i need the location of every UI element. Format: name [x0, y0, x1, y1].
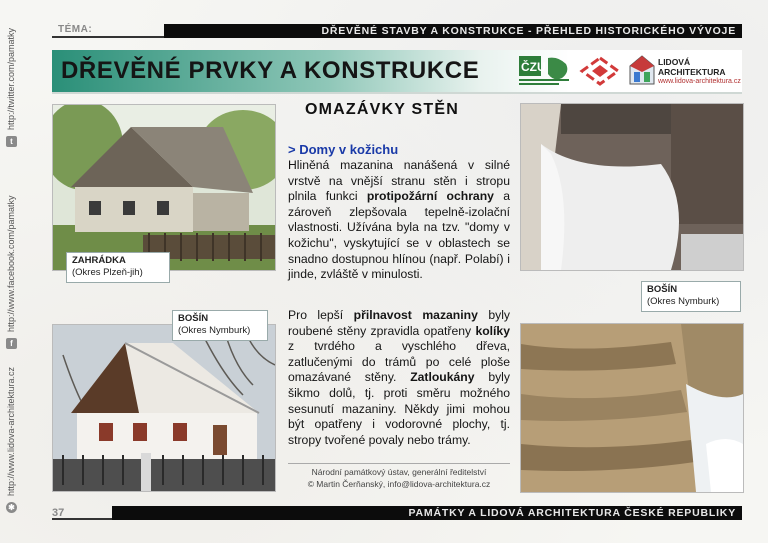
caption-bosin-2 — [641, 281, 741, 312]
text-run: byly roubené stěny zpravidla opatřeny — [288, 308, 511, 338]
photo-bosin-house — [52, 324, 276, 492]
paragraph-2 — [288, 308, 510, 448]
text-run: Hliněná mazanina nanášená v silné vrstvě na vnější stranu stěn i stropu plnila funkci — [288, 158, 510, 204]
page-title: DŘEVĚNÉ PRVKY A KONSTRUKCE — [61, 57, 480, 84]
web-link[interactable]: http://www.lidova-architektura.cz — [6, 366, 16, 496]
caption-place: ZAHRÁDKA — [72, 255, 126, 266]
red-diamond-logo[interactable] — [578, 56, 622, 86]
photo-clay-wall — [520, 323, 744, 493]
theme-bar — [52, 24, 742, 38]
credits — [288, 463, 510, 490]
twitter-icon[interactable]: t — [6, 136, 17, 147]
footer-bar — [112, 506, 742, 520]
caption-bosin-1 — [172, 310, 268, 341]
footer-text: PAMÁTKY A LIDOVÁ ARCHITEKTURA ČESKÉ REPUBLIKY — [408, 507, 736, 519]
caption-place: BOŠÍN — [178, 313, 209, 324]
text-run: z tvrdého a vyschlého dřeva, zatlučenými do trámů po celé ploše omazávané stěny. — [288, 339, 510, 385]
photo-zahradka-house — [52, 104, 276, 271]
social-side-strip — [0, 27, 22, 520]
web-icon[interactable]: ✱ — [6, 502, 17, 513]
lidova-logo-line2: ARCHITEKTURA — [658, 67, 726, 77]
tema-label: TÉMA: — [58, 24, 93, 35]
subhead-domy-v-kozichu: > Domy v kožichu — [288, 142, 399, 157]
svg-text:ČZU: ČZU — [521, 60, 546, 74]
lidova-architektura-logo[interactable] — [628, 54, 768, 88]
theme-bar-tab — [52, 36, 164, 38]
bold-run: kolíky — [475, 323, 510, 338]
caption-district: (Okres Nymburk) — [178, 325, 251, 336]
section-title: OMAZÁVKY STĚN — [305, 101, 459, 118]
text-run: a zároveň zlepšovala tepelně-izolační vlastnosti. Užívána byla na tzv. "domy v kožichu", vyskytující se v oblastech se snadno dostupnou hlínou (např. Polabí) i jinde, zvláště v minulosti. — [288, 189, 510, 282]
caption-zahradka — [66, 252, 170, 283]
twitter-link[interactable]: http://twitter.com/pamatky — [6, 27, 16, 130]
bold-run: přilnavost mazaniny — [353, 308, 478, 322]
facebook-link[interactable]: http://www.facebook.com/pamatky — [6, 195, 16, 332]
title-banner — [52, 50, 742, 94]
facebook-icon[interactable]: f — [6, 338, 17, 349]
paragraph-1 — [288, 158, 510, 283]
page-number: 37 — [52, 507, 65, 519]
lidova-logo-line1: LIDOVÁ — [658, 57, 691, 67]
text-run: Pro lepší — [288, 308, 354, 322]
bold-run: protipožární ochrany — [366, 189, 494, 204]
theme-text: DŘEVĚNÉ STAVBY A KONSTRUKCE - PŘEHLED HISTORICKÉHO VÝVOJE — [321, 25, 736, 37]
caption-place: BOŠÍN — [647, 284, 678, 295]
text-run: byly šikmo dolů, tj. proti směru možného sesunutí mazaniny. Někdy jimi mohou být opatřeny i vodorovné plochy, tj. stropy tvořené povaly nebo trámy. — [288, 370, 510, 447]
caption-district: (Okres Nymburk) — [647, 296, 720, 307]
caption-district: (Okres Plzeň-jih) — [72, 267, 143, 278]
cvut-logo[interactable] — [518, 54, 572, 88]
photo-plaster-wall — [520, 103, 744, 271]
credits-line-2[interactable]: © Martin Čerňanský, info@lidova-architektura.cz — [307, 479, 491, 489]
bold-run: Zatloukány — [410, 370, 475, 385]
theme-bar-black — [164, 24, 742, 38]
lidova-logo-url[interactable]: www.lidova-architektura.cz — [658, 78, 741, 85]
credits-line-1: Národní památkový ústav, generální ředitelství — [311, 467, 487, 477]
